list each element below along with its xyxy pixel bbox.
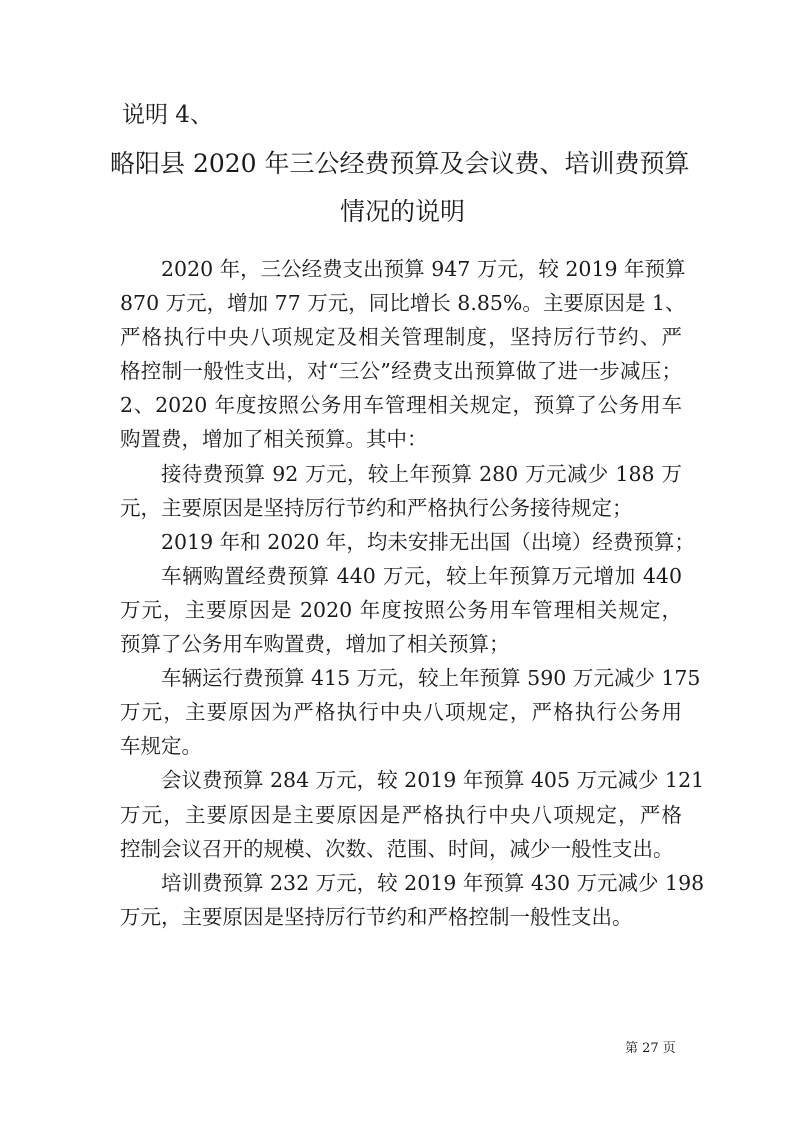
title-line-2: 情况的说明	[340, 197, 466, 226]
body-line: 车规定。	[120, 734, 202, 759]
body-line: 车辆运行费预算 415 万元，较上年预算 590 万元减少 175	[161, 666, 701, 691]
body-line: 车辆购置经费预算 440 万元，较上年预算万元增加 440	[161, 563, 682, 588]
body-line: 培训费预算 232 万元，较 2019 年预算 430 万元减少 198	[161, 870, 705, 895]
body-line: 会议费预算 284 万元，较 2019 年预算 405 万元减少 121	[161, 768, 705, 793]
body-line: 控制会议召开的规模、次数、范围、时间，减少一般性支出。	[120, 836, 674, 861]
body-line: 870 万元，增加 77 万元，同比增长 8.85%。主要原因是 1、	[120, 291, 686, 316]
body-line: 2、2020 年度按照公务用车管理相关规定，预算了公务用车	[120, 393, 682, 418]
body-line: 2020 年，三公经费支出预算 947 万元，较 2019 年预算	[161, 257, 686, 281]
body-line: 购置费，增加了相关预算。其中：	[120, 427, 428, 452]
body-line: 元，主要原因是坚持厉行节约和严格执行公务接待规定；	[120, 495, 633, 520]
body-line: 2019 年和 2020 年，均未安排无出国（出境）经费预算；	[161, 529, 695, 554]
body-line: 万元，主要原因为严格执行中央八项规定，严格执行公务用	[120, 700, 682, 725]
body-line: 万元，主要原因是 2020 年度按照公务用车管理相关规定，	[120, 597, 682, 622]
title-line-1: 略阳县 2020 年三公经费预算及会议费、培训费预算	[110, 149, 690, 178]
body-line: 接待费预算 92 万元，较上年预算 280 万元减少 188 万	[161, 461, 682, 486]
body-line: 格控制一般性支出，对“三公”经费支出预算做了进一步减压；	[120, 359, 682, 384]
body-line: 万元，主要原因是坚持厉行节约和严格控制一般性支出。	[120, 904, 633, 929]
body-line: 严格执行中央八项规定及相关管理制度，坚持厉行节约、严	[120, 325, 682, 350]
body-text	[120, 252, 705, 934]
body-line: 预算了公务用车购置费，增加了相关预算；	[120, 632, 510, 657]
page-number: 第 27 页	[625, 1041, 676, 1056]
body-line: 万元，主要原因是主要原因是严格执行中央八项规定，严格	[120, 802, 682, 827]
note-label: 说明 4、	[122, 102, 213, 128]
